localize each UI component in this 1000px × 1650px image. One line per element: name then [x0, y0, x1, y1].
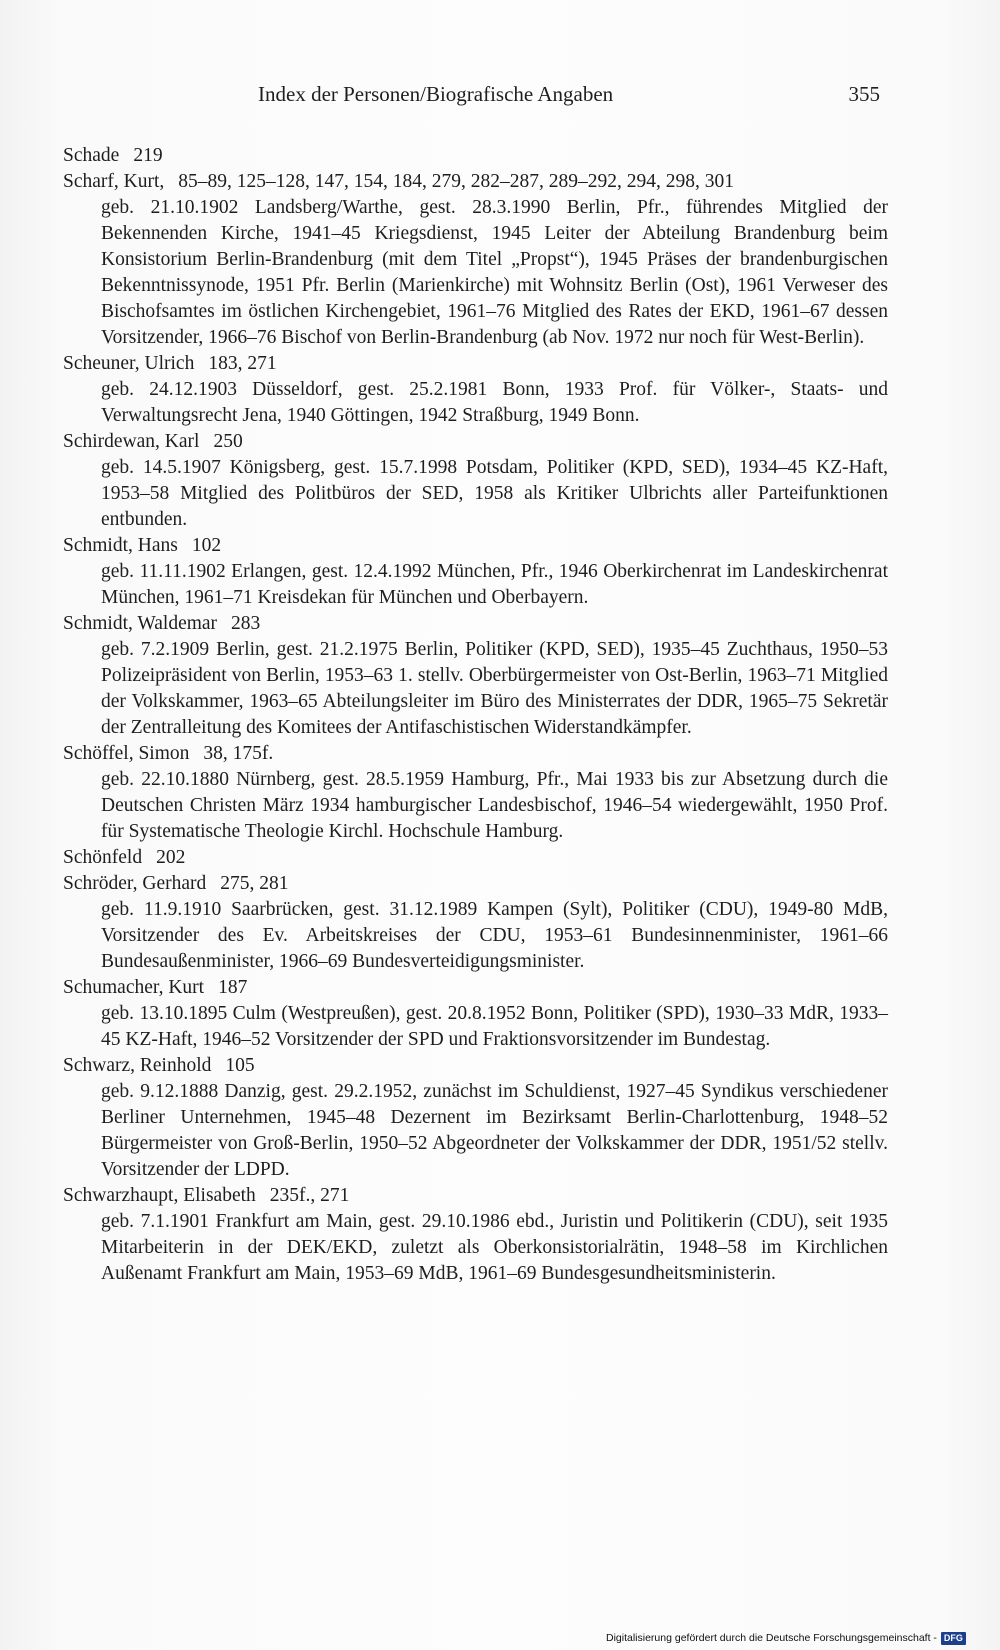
entry-pages: 187	[218, 977, 248, 998]
entry-biography: geb. 22.10.1880 Nürnberg, gest. 28.5.1959 Hamburg, Pfr., Mai 1933 bis zur Absetzung durch die Deutschen Christen März 1934 hamburgischer Landesbischof, 1946–54 wiedergewählt, 1950 Prof. für Systematische Theologie Kirchl. Hochschule Hamburg.	[101, 769, 888, 842]
entry-biography: geb. 21.10.1902 Landsberg/Warthe, gest. 28.3.1990 Berlin, Pfr., führendes Mitglied der Bekennenden Kirche, 1941–45 Kriegsdienst, 1945 Leiter der Abteilung Brandenburg beim Konsistorium Berlin-Brandenburg (mit dem Titel „Propst“), 1945 Präses der brandenburgischen Bekenntnissynode, 1951 Pfr. Berlin (Marienkirche) mit Wohnsitz Berlin (Ost), 1961 Verweser des Bischofsamtes im östlichen Kirchengebiet, 1961–76 Mitglied des Rates der EKD, 1961–67 dessen Vorsitzender, 1966–76 Bischof von Berlin-Brandenburg (ab Nov. 1972 nur noch für West-Berlin).	[101, 197, 888, 348]
entry-name: Schade	[63, 145, 120, 166]
entry-pages: 38, 175f.	[203, 743, 274, 764]
index-entry	[63, 169, 888, 351]
entry-pages: 235f., 271	[269, 1185, 350, 1206]
digitization-credit	[606, 1630, 966, 1646]
entry-name: Schwarzhaupt, Elisabeth	[63, 1185, 256, 1206]
entry-biography: geb. 14.5.1907 Königsberg, gest. 15.7.1998 Potsdam, Politiker (KPD, SED), 1934–45 KZ-Haft, 1953–58 Mitglied des Politbüros der SED, 1958 als Kritiker Ulbrichts aller Parteifunktionen entbunden.	[101, 457, 888, 530]
entry-name: Scheuner, Ulrich	[63, 353, 195, 374]
entry-pages: 283	[231, 613, 261, 634]
entry-pages: 275, 281	[220, 873, 289, 894]
entry-biography: geb. 7.2.1909 Berlin, gest. 21.2.1975 Berlin, Politiker (KPD, SED), 1935–45 Zuchthaus, 1950–53 Polizeipräsident von Berlin, 1953–63 1. stellv. Oberbürgermeister von Ost-Berlin, 1963–71 Mitglied der Volkskammer, 1963–65 Abteilungsleiter im Büro des Ministerrates der DDR, 1965–75 Sekretär der Zentralleitung des Komitees der Antifaschistischen Widerstandkämpfer.	[101, 639, 888, 738]
page-number: 355	[848, 82, 880, 106]
credit-text: Digitalisierung gefördert durch die Deutsche Forschungsgemeinschaft -	[606, 1632, 937, 1644]
entry-name: Schöffel, Simon	[63, 743, 190, 764]
entry-name: Schmidt, Waldemar	[63, 613, 218, 634]
person-index	[63, 143, 888, 1287]
entry-pages: 219	[133, 145, 163, 166]
entry-pages: 202	[156, 847, 186, 868]
entry-biography: geb. 13.10.1895 Culm (Westpreußen), gest. 20.8.1952 Bonn, Politiker (SPD), 1930–33 MdR, 1933–45 KZ-Haft, 1946–52 Vorsitzender der SPD und Fraktionsvorsitzender im Bundestag.	[101, 1003, 888, 1050]
dfg-logo: DFG	[941, 1632, 966, 1645]
running-title: Index der Personen/Biografische Angaben	[258, 82, 614, 106]
index-entry	[63, 975, 888, 1053]
index-entry	[63, 741, 888, 845]
entry-name: Schröder, Gerhard	[63, 873, 207, 894]
entry-pages: 105	[225, 1055, 255, 1076]
index-entry	[63, 351, 888, 429]
index-entry	[63, 533, 888, 611]
entry-biography: geb. 9.12.1888 Danzig, gest. 29.2.1952, zunächst im Schuldienst, 1927–45 Syndikus verschiedener Berliner Unternehmen, 1945–48 Dezernent im Bezirksamt Berlin-Charlottenburg, 1948–52 Bürgermeister von Groß-Berlin, 1950–52 Abgeordneter der Volkskammer der DDR, 1951/52 stellv. Vorsitzender der LDPD.	[101, 1081, 888, 1180]
index-entry	[63, 429, 888, 533]
index-entry	[63, 845, 888, 871]
entry-biography: geb. 7.1.1901 Frankfurt am Main, gest. 29.10.1986 ebd., Juristin und Politikerin (CDU), seit 1935 Mitarbeiterin in der DEK/EKD, zuletzt als Oberkonsistorialrätin, 1948–58 im Kirchlichen Außenamt Frankfurt am Main, 1953–69 MdB, 1961–69 Bundesgesundheitsministerin.	[101, 1211, 888, 1284]
index-entry	[63, 611, 888, 741]
entry-biography: geb. 24.12.1903 Düsseldorf, gest. 25.2.1981 Bonn, 1933 Prof. für Völker-, Staats- und Verwaltungsrecht Jena, 1940 Göttingen, 1942 Straßburg, 1949 Bonn.	[101, 379, 888, 426]
index-entry	[63, 143, 888, 169]
index-entry	[63, 1183, 888, 1287]
entry-name: Scharf, Kurt,	[63, 171, 165, 192]
entry-pages: 85–89, 125–128, 147, 154, 184, 279, 282–287, 289–292, 294, 298, 301	[178, 171, 735, 192]
entry-pages: 250	[213, 431, 243, 452]
running-header	[258, 80, 880, 108]
entry-name: Schmidt, Hans	[63, 535, 178, 556]
index-entry	[63, 1053, 888, 1183]
entry-name: Schönfeld	[63, 847, 143, 868]
entry-biography: geb. 11.9.1910 Saarbrücken, gest. 31.12.1989 Kampen (Sylt), Politiker (CDU), 1949-80 MdB, Vorsitzender des Ev. Arbeitskreises der CDU, 1953–61 Bundesinnenminister, 1961–66 Bundesaußenminister, 1966–69 Bundesverteidigungsminister.	[101, 899, 888, 972]
entry-biography: geb. 11.11.1902 Erlangen, gest. 12.4.1992 München, Pfr., 1946 Oberkirchenrat im Landeskirchenrat München, 1961–71 Kreisdekan für München und Oberbayern.	[101, 561, 888, 608]
entry-name: Schumacher, Kurt	[63, 977, 205, 998]
index-entry	[63, 871, 888, 975]
entry-name: Schwarz, Reinhold	[63, 1055, 212, 1076]
entry-pages: 102	[191, 535, 222, 556]
entry-pages: 183, 271	[208, 353, 277, 374]
entry-name: Schirdewan, Karl	[63, 431, 200, 452]
